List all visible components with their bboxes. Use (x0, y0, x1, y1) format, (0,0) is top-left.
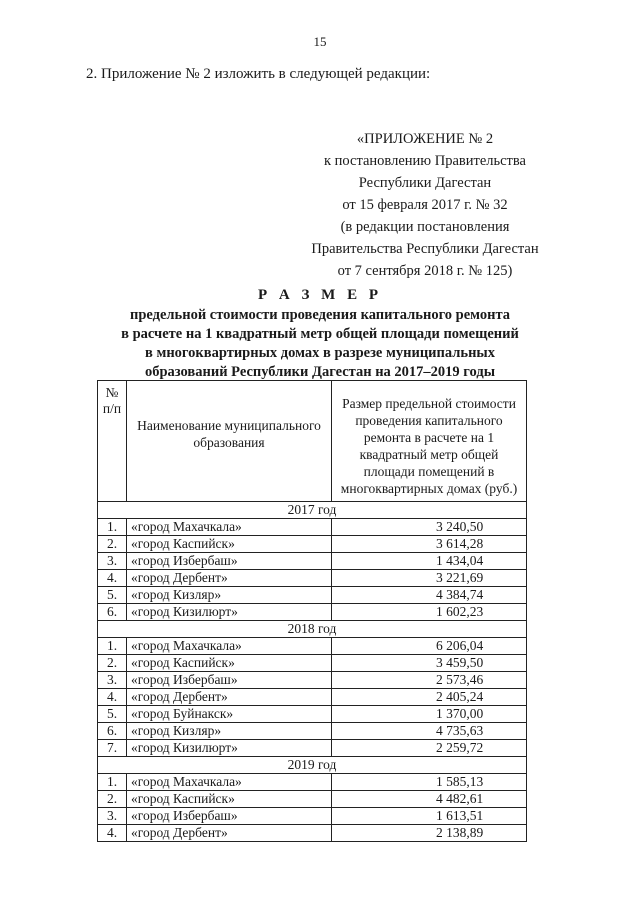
table-row (98, 808, 527, 825)
row-municipality: «город Избербаш» (127, 808, 332, 825)
table-row (98, 706, 527, 723)
row-number: 4. (98, 570, 127, 587)
row-cost: 6 206,04 (332, 638, 527, 655)
table-row (98, 519, 527, 536)
row-municipality: «город Каспийск» (127, 655, 332, 672)
row-municipality: «город Дербент» (127, 825, 332, 842)
row-number: 7. (98, 740, 127, 757)
row-cost: 3 240,50 (332, 519, 527, 536)
row-cost: 4 384,74 (332, 587, 527, 604)
year-row (98, 757, 527, 774)
row-number: 1. (98, 774, 127, 791)
table-row (98, 791, 527, 808)
row-municipality: «город Махачкала» (127, 774, 332, 791)
year-row (98, 502, 527, 519)
row-cost: 4 482,61 (332, 791, 527, 808)
header-municipality (127, 381, 332, 502)
table-row (98, 638, 527, 655)
table-row (98, 553, 527, 570)
row-municipality: «город Кизилюрт» (127, 740, 332, 757)
row-municipality: «город Махачкала» (127, 638, 332, 655)
row-cost: 2 573,46 (332, 672, 527, 689)
row-cost: 1 602,23 (332, 604, 527, 621)
row-municipality: «город Кизилюрт» (127, 604, 332, 621)
table-row (98, 570, 527, 587)
row-number: 1. (98, 519, 127, 536)
annex-line: «ПРИЛОЖЕНИЕ № 2 (356, 131, 494, 147)
row-number: 5. (98, 706, 127, 723)
row-cost: 4 735,63 (332, 723, 527, 740)
row-number: 5. (98, 587, 127, 604)
table-row (98, 774, 527, 791)
intro-text: 2. Приложение № 2 изложить в следующей редакции: (86, 66, 431, 82)
table-row (98, 689, 527, 706)
row-cost: 3 614,28 (332, 536, 527, 553)
row-cost: 2 405,24 (332, 689, 527, 706)
header-number: № п/п (98, 381, 127, 502)
heading-line: предельной стоимости проведения капитального ремонта (129, 307, 511, 323)
row-number: 4. (98, 825, 127, 842)
row-number: 6. (98, 723, 127, 740)
annex-line: (в редакции постановления (340, 219, 510, 235)
row-municipality: «город Буйнакск» (127, 706, 332, 723)
row-municipality: «город Дербент» (127, 689, 332, 706)
row-number: 4. (98, 689, 127, 706)
annex-line: от 15 февраля 2017 г. № 32 (342, 197, 508, 213)
row-municipality: «город Избербаш» (127, 672, 332, 689)
annex-line: Правительства Республики Дагестан (311, 241, 539, 257)
row-cost: 3 459,50 (332, 655, 527, 672)
heading-title: Р А З М Е Р (258, 287, 382, 303)
row-municipality: «город Кизляр» (127, 587, 332, 604)
row-number: 1. (98, 638, 127, 655)
year-label: 2018 год (98, 621, 527, 638)
row-cost: 1 434,04 (332, 553, 527, 570)
table-header-row (98, 381, 527, 502)
table-row (98, 740, 527, 757)
annex-line: к постановлению Правительства (324, 153, 526, 169)
heading-line: образований Республики Дагестан на 2017–2019 годы (144, 364, 496, 380)
row-municipality: «город Дербент» (127, 570, 332, 587)
annex-line: от 7 сентября 2018 г. № 125) (337, 263, 513, 279)
year-row (98, 621, 527, 638)
rates-table (97, 380, 527, 842)
row-municipality: «город Махачкала» (127, 519, 332, 536)
row-municipality: «город Каспийск» (127, 536, 332, 553)
table-row (98, 672, 527, 689)
row-cost: 1 613,51 (332, 808, 527, 825)
document-heading (0, 284, 640, 382)
heading-line: в многоквартирных домах в разрезе муниципальных (144, 345, 495, 361)
header-cost (332, 381, 527, 502)
row-cost: 2 259,72 (332, 740, 527, 757)
row-municipality: «город Каспийск» (127, 791, 332, 808)
row-number: 3. (98, 553, 127, 570)
table-row (98, 825, 527, 842)
row-number: 2. (98, 791, 127, 808)
table-row (98, 723, 527, 740)
page-number: 15 (313, 34, 327, 49)
row-cost: 1 370,00 (332, 706, 527, 723)
row-cost: 2 138,89 (332, 825, 527, 842)
year-label: 2017 год (98, 502, 527, 519)
table-row (98, 536, 527, 553)
table-row (98, 604, 527, 621)
heading-subtitle (0, 306, 640, 382)
table-row (98, 655, 527, 672)
header-cost-label: Размер предельной стоимости проведения капитального ремонта в расчете на 1 квадратный метр общей площади помещений в многоквартирных домах (руб.) (340, 396, 518, 496)
row-municipality: «город Избербаш» (127, 553, 332, 570)
row-number: 6. (98, 604, 127, 621)
table-row (98, 587, 527, 604)
row-number: 3. (98, 672, 127, 689)
row-number: 2. (98, 655, 127, 672)
row-cost: 3 221,69 (332, 570, 527, 587)
row-municipality: «город Кизляр» (127, 723, 332, 740)
year-label: 2019 год (98, 757, 527, 774)
row-cost: 1 585,13 (332, 774, 527, 791)
header-municipality-label: Наименование муниципального образования (137, 418, 321, 450)
heading-line: в расчете на 1 квадратный метр общей площади помещений (121, 326, 519, 342)
row-number: 3. (98, 808, 127, 825)
table-body (98, 502, 527, 842)
row-number: 2. (98, 536, 127, 553)
annex-block (300, 128, 550, 282)
annex-line: Республики Дагестан (358, 175, 492, 191)
